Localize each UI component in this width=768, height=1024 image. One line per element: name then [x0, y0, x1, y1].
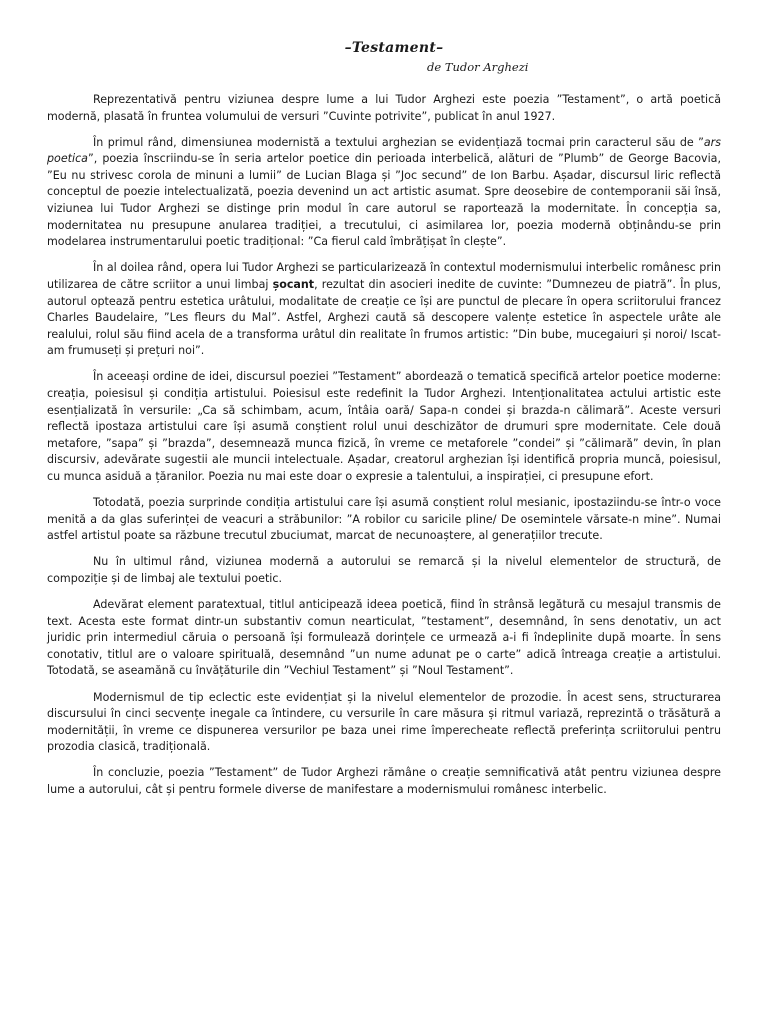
text-run: Nu în ultimul rând, viziunea modernă a autorului se remarcă și la nivelul elementelor de structură, de compoziție și de limbaj ale textului poetic.: [47, 555, 721, 585]
paragraph: [47, 554, 721, 587]
paragraph: [47, 765, 721, 798]
text-run: șocant: [272, 277, 315, 291]
text-run: ”, poezia înscriindu-se în seria artelor poetice din perioada interbelică, alături de ”Plumb” de George Bacovia, ”Eu nu strivesc corola de minuni a lumii” de Lucian Blaga și ”Joc secund” de Ion Barbu. Așadar, discursul liric reflectă conceptul de poezie intelectualizată, poezia devenind un act artistic asumat. Spre deosebire de contemporanii săi însă, viziunea lui Tudor Arghezi se distinge prin modul în care autorul se raportează la modernitate. În concepția sa, modernitatea nu presupune anularea tradiției, a trecutului, ci asimilarea lor, poezia modernă obținându-se prin modelarea instrumentarului poetic tradițional: ”Ca fierul cald îmbrățișat în clește”.: [47, 152, 721, 249]
text-run: Adevărat element paratextual, titlul anticipează ideea poetică, fiind în strânsă legătură cu mesajul transmis de text. Acesta este format dintr-un substantiv comun nearticulat, ”testament”, desemnând, în sens denotativ, un act juridic prin intermediul căruia o persoană își formulează dorințele ce urmează a-i fi îndeplinite după moarte. În sens conotativ, titlul are o valoare spirituală, desemnând ”un nume adunat pe o carte” adică întreaga creație a artistului. Totodată, se aseamănă cu învățăturile din ”Vechiul Testament” și ”Noul Testament”.: [47, 598, 721, 678]
text-run: Totodată, poezia surprinde condiția artistului care își asumă conștient rolul mesianic, ipostaziindu-se într-o voce menită a da glas suferinței de veacuri a străbunilor: ”A robilor cu saricile pline/ De osemintele vărsate-n mine”. Numai astfel artistul poate sa răzbune trecutul zbuciumat, marcat de necunoaștere, al generațiilor trecute.: [47, 496, 721, 543]
paragraph: [47, 495, 721, 545]
text-run: , rezultat din asocieri inedite de cuvinte: ”Dumnezeu de piatră”. În plus, autorul optează pentru estetica urâtului, modalitate de creație ce își are punctul de plecare în opera scriitorului francez Charles Baudelaire, ”Les fleurs du Mal”. Astfel, Arghezi caută să descopere valențe estetice în aspectele urâte ale realului, rolul său fiind acela de a transforma urâtul din realitate în frumos artistic: ”Din bube, mucegaiuri și noroi/ Iscat-am frumuseți și prețuri noi”.: [47, 277, 721, 358]
text-run: În concluzie, poezia ”Testament” de Tudor Arghezi rămâne o creație semnificativă atât pentru viziunea despre lume a autorului, cât și pentru formele diverse de manifestare a modernismului românesc interbelic.: [47, 766, 721, 796]
paragraph: [47, 369, 721, 485]
paragraph: [47, 92, 721, 125]
document-body: [47, 92, 721, 799]
text-run: Reprezentativă pentru viziunea despre lume a lui Tudor Arghezi este poezia ”Testament”, o artă poetică modernă, plasată în fruntea volumului de versuri ”Cuvinte potrivite”, publicat în anul 1927.: [47, 93, 721, 123]
text-run: În primul rând, dimensiunea modernistă a textului arghezian se evidențiază tocmai prin caracterul său de ”: [93, 135, 704, 149]
paragraph: [47, 597, 721, 680]
paragraph: [47, 135, 721, 251]
text-run: În al doilea rând, opera lui Tudor Arghezi se particularizează în contextul modernismului interbelic românesc prin utilizarea de către scriitor a unui limbaj: [47, 261, 721, 291]
text-run: În aceeași ordine de idei, discursul poeziei ”Testament” abordează o tematică specifică artelor poetice moderne: creația, poiesisul și condiția artistului. Poiesisul este redefinit la Tudor Arghezi. Intenționalitatea actului artistic este esențializată în versurile: „Ca să schimbam, acum, întâia oară/ Sapa-n condei și brazda-n călimară”. Aceste versuri reflectă ipostaza artistului care își asumă conștient rolul unui deschizător de drumuri spre modernitate. Cele două metafore, ”sapa” și ”brazda”, desemnează munca fizică, în vreme ce metaforele ”condei” și ”călimară” devin, în plan discursiv, adevărate sugestii ale muncii intelectuale. Așadar, creatorul arghezian își identifică propria muncă, poiesisul, cu munca asiduă a țăranilor. Poezia nu mai este doar o expresie a talentului, a inspirației, ci presupune efort.: [47, 370, 721, 483]
paragraph: [47, 690, 721, 756]
text-run: ars poetica: [47, 135, 721, 166]
document-title: –Testament–: [344, 40, 444, 56]
paragraph: [47, 260, 721, 360]
document-page: [47, 40, 721, 808]
text-run: Modernismul de tip eclectic este evidențiat și la nivelul elementelor de prozodie. În acest sens, structurarea discursului în cinci secvențe inegale ca întindere, cu versurile în care măsura și ritmul variază, reprezintă o trăsătură a modernității, în vreme ce dispunerea versurilor pe baza unei rime împerecheate reflectă preferința scriitorului pentru prozodia clasică, tradițională.: [47, 690, 721, 754]
document-author: de Tudor Arghezi: [427, 60, 529, 74]
